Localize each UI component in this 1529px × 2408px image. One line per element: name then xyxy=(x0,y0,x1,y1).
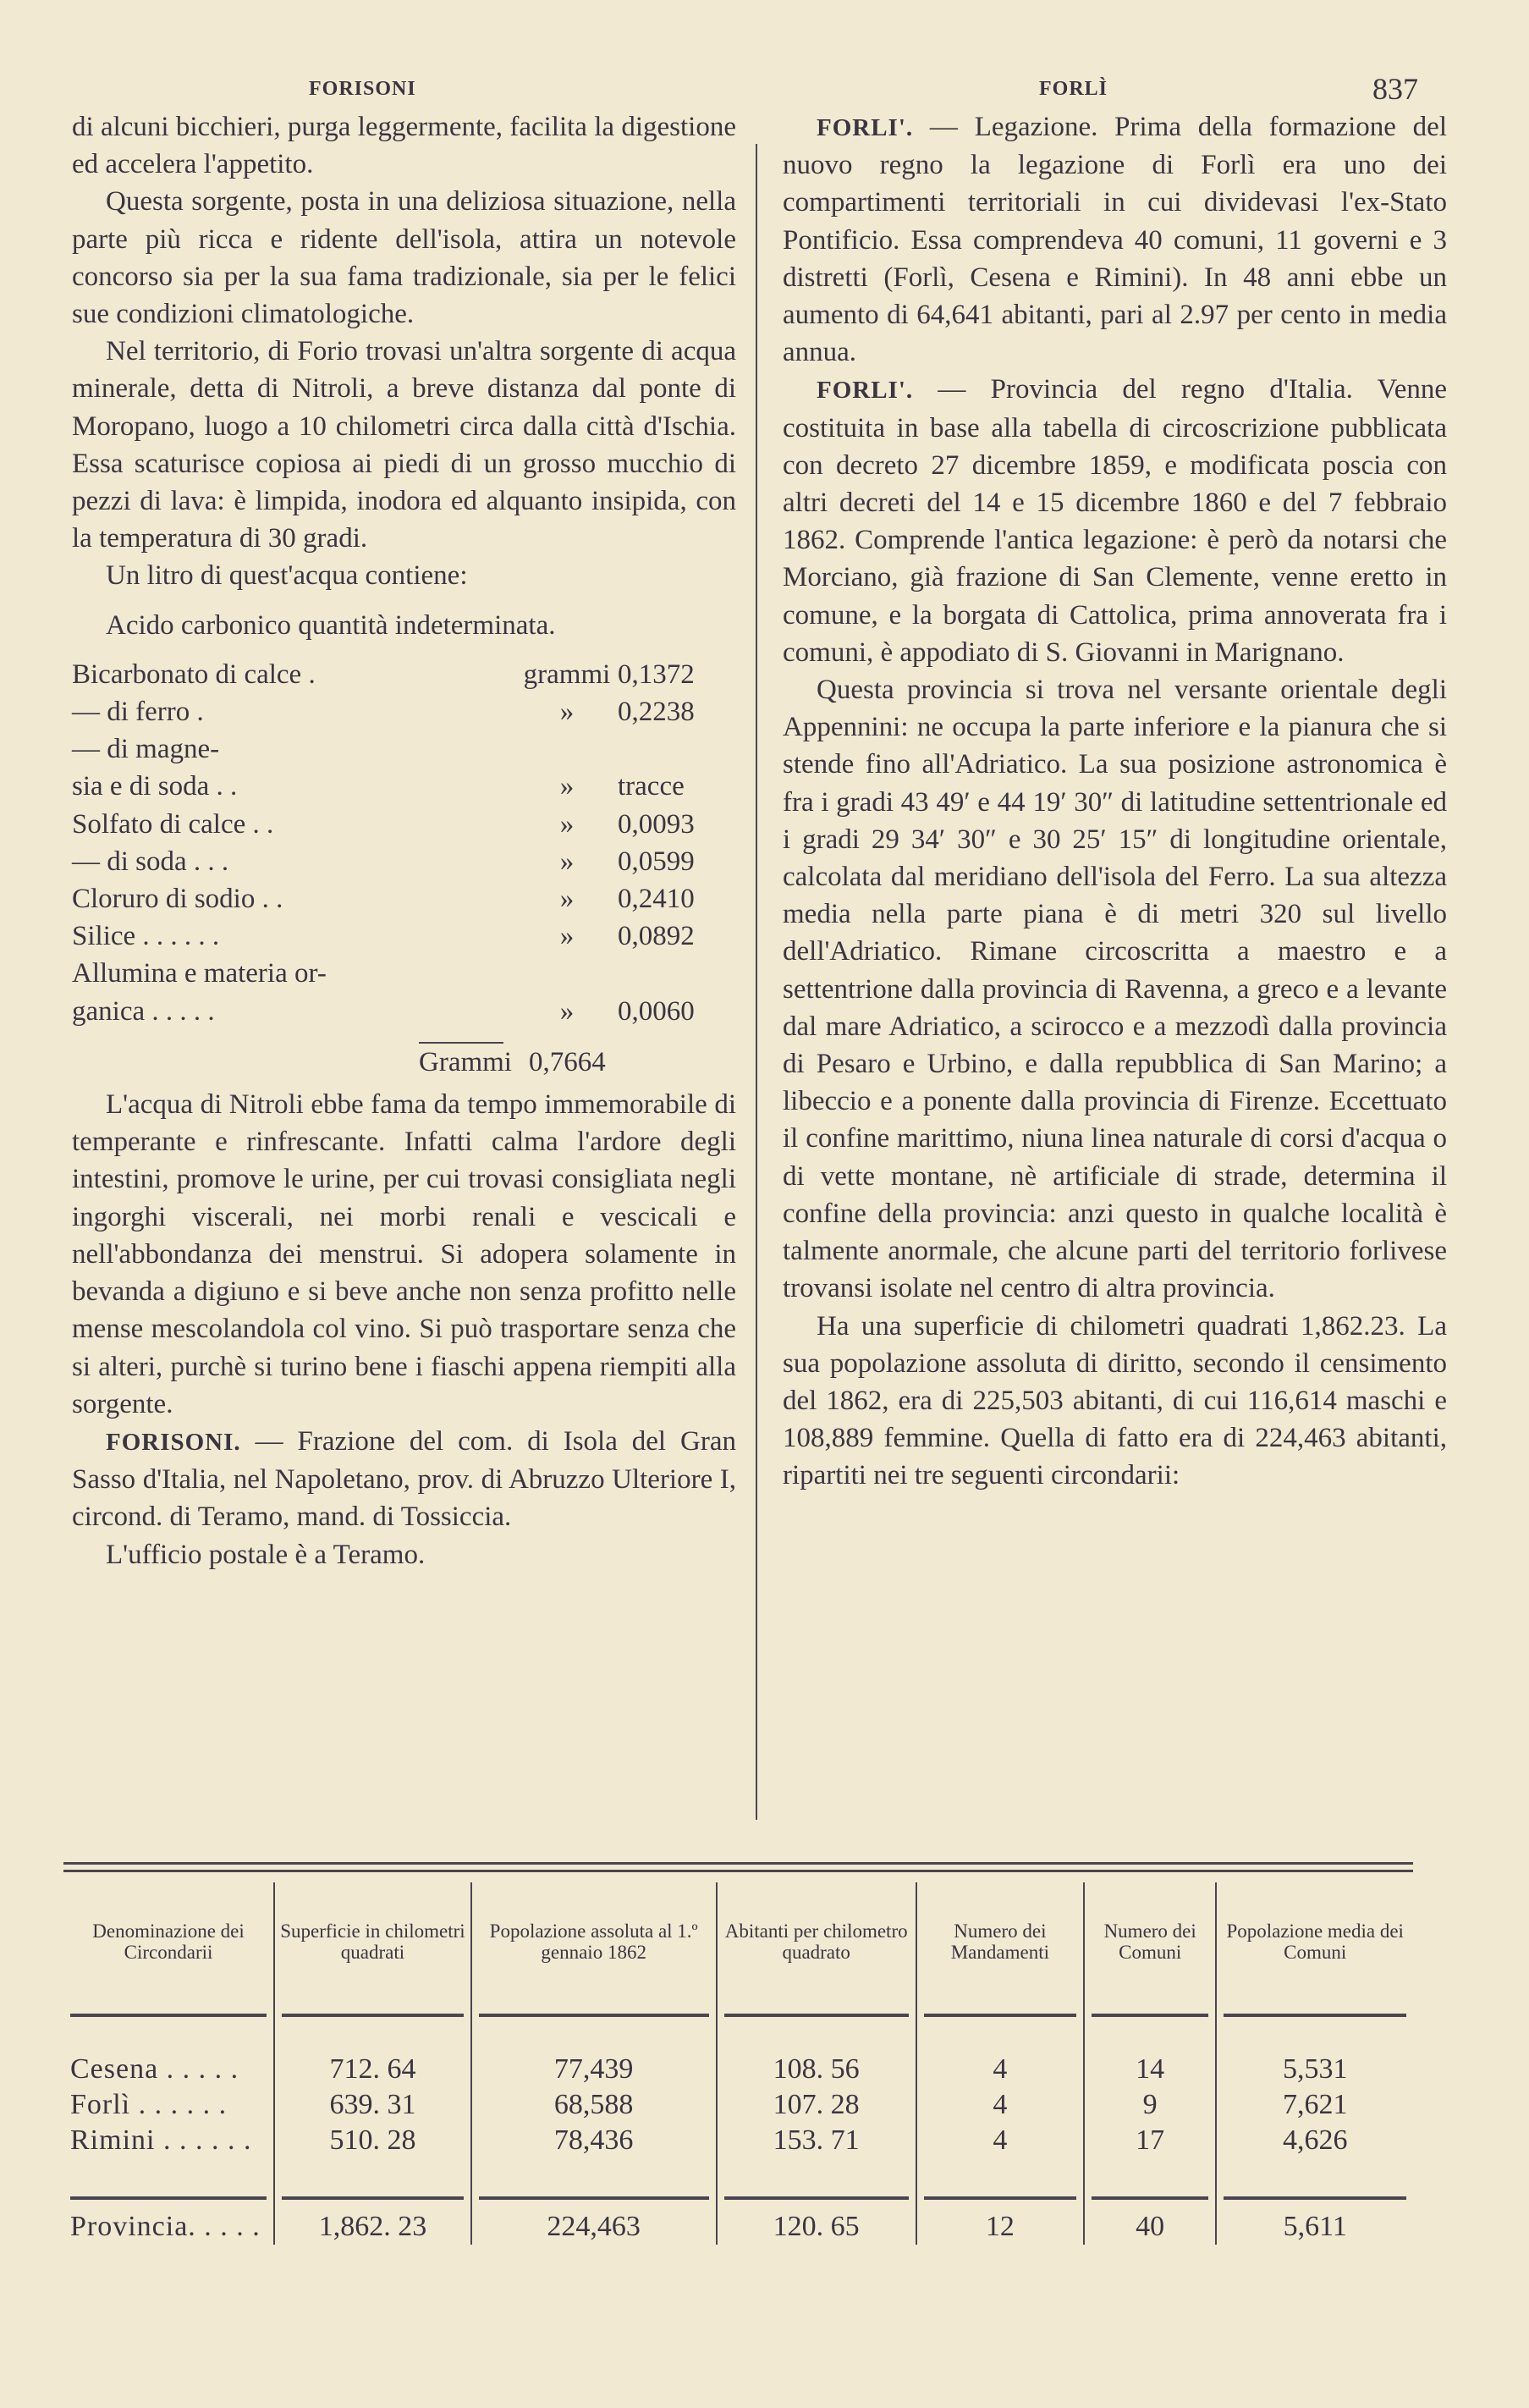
mineral-name: sia e di soda . . xyxy=(72,771,238,802)
mineral-unit: » xyxy=(559,697,575,728)
mineral-name: Allumina e materia or- xyxy=(72,958,327,989)
mineral-value: 0,1372 xyxy=(618,658,695,690)
page-number: 837 xyxy=(1372,72,1418,106)
total-row xyxy=(419,1044,736,1081)
column-header: Popolazione media dei Comuni xyxy=(1216,1882,1413,2001)
column-divider xyxy=(756,144,757,1820)
mineral-table xyxy=(72,656,736,1030)
mineral-value: 0,0093 xyxy=(618,808,695,840)
cell: 4 xyxy=(916,2087,1084,2123)
cell: 7,621 xyxy=(1216,2087,1413,2123)
mineral-unit: » xyxy=(559,771,575,802)
entry-forli-legazione xyxy=(783,108,1447,371)
column-header: Superficie in chilometri quadrati xyxy=(274,1882,471,2001)
column-header: Numero dei Mandamenti xyxy=(916,1882,1084,2001)
cell: 12 xyxy=(916,2209,1084,2245)
mineral-row xyxy=(72,768,736,805)
cell: Rimini . . . . . . xyxy=(70,2124,252,2156)
cell: 4,626 xyxy=(1216,2123,1413,2158)
mineral-value xyxy=(618,955,736,992)
table-row xyxy=(63,2087,1413,2123)
mineral-row xyxy=(72,656,736,693)
spacer-row xyxy=(63,2158,1413,2184)
mineral-name: Solfato di calce . . xyxy=(72,808,274,840)
mineral-unit: » xyxy=(559,921,575,952)
cell: 120. 65 xyxy=(717,2209,916,2245)
cell: 5,531 xyxy=(1216,2052,1413,2087)
mineral-name: — di soda . . . xyxy=(72,846,229,877)
circondarii-table-wrap xyxy=(63,1862,1413,2245)
entry-text: — Frazione del com. di Isola del Gran Sasso d'Italia, nel Napoletano, prov. di Abruzzo Ulteriore I, circond. di Teramo, mand. di Tossiccia. xyxy=(72,1425,736,1533)
mineral-row xyxy=(72,693,736,730)
cell: 712. 64 xyxy=(274,2052,471,2087)
mineral-value: tracce xyxy=(618,771,685,802)
mineral-row xyxy=(72,955,736,992)
paragraph: L'acqua di Nitroli ebbe fama da tempo immemorabile di temperante e rinfrescante. Infatti calma l'ardore degli intestini, promove le urine, per cui trovasi consigliata negli ingorghi viscerali, nei morbi renali e vescicali e nell'abbondanza dei menstrui. Si adopera solamente in bevanda a digiuno e si beve anche non senza profitto nelle mense mescolandola col vino. Si può trasportare senza che si alteri, purchè si turino bene i fiaschi appena riempiti alla sorgente. xyxy=(72,1089,736,1419)
entry-forisoni xyxy=(72,1423,736,1536)
mineral-row xyxy=(72,806,736,843)
mineral-row xyxy=(72,917,736,955)
cell: Provincia. . . . . xyxy=(70,2211,261,2242)
cell: 5,611 xyxy=(1216,2209,1413,2245)
running-header-left: FORISONI xyxy=(309,78,416,100)
cell: 78,436 xyxy=(471,2123,717,2158)
column-header: Denominazione dei Circondarii xyxy=(92,1920,245,1963)
cell: 9 xyxy=(1084,2087,1216,2123)
cell: Forlì . . . . . . xyxy=(70,2089,228,2120)
mineral-unit: » xyxy=(559,808,575,840)
cell: 4 xyxy=(916,2123,1084,2158)
paragraph: Questa sorgente, posta in una deliziosa situazione, nella parte più ricca e ridente dell'isola, attira un notevole concorso sia per la sua fama tradizionale, sia per le felici sue condizioni climatologiche. xyxy=(72,186,736,330)
total-row xyxy=(63,2209,1413,2245)
table-row xyxy=(63,2123,1413,2158)
entry-head: FORISONI. xyxy=(106,1428,241,1456)
right-column xyxy=(783,108,1447,1495)
mineral-row xyxy=(72,880,736,917)
mineral-value: 0,2238 xyxy=(618,697,695,728)
entry-text: — Provincia del regno d'Italia. Venne costituita in base alla tabella di circoscrizione pubblicata con decreto 27 dicembre 1859, e modificata poscia con altri decreti del 14 e 15 dicembre 1860 e del 7 febbraio 1862. Comprende l'antica legazione: è però da notarsi che Morciano, già frazione di San Clemente, venne eretto in comune, e la borgata di Cattolica, prima annoverata fra i comuni, è appodiato di S. Giovanni in Marignano. xyxy=(783,374,1447,668)
column-header: Abitanti per chilometro quadrato xyxy=(717,1882,916,2001)
rule-row xyxy=(63,2001,1413,2026)
cell: 107. 28 xyxy=(717,2087,916,2123)
entry-text: — Legazione. Prima della formazione del nuovo regno la legazione di Forlì era uno dei compartimenti territoriali in cui dividevasi l'ex-Stato Pontificio. Essa comprendeva 40 comuni, 11 governi e 3 distretti (Forlì, Cesena e Rimini). In 48 anni ebbe un aumento di 64,641 abitanti, pari al 2.97 per cento in media annua. xyxy=(783,112,1447,368)
mineral-value: 0,0892 xyxy=(618,921,695,952)
paragraph: Nel territorio, di Forio trovasi un'altra sorgente di acqua minerale, detta di Nitroli, a breve distanza dal ponte di Moropano, luogo a 10 chilometri circa dalla città d'Ischia. Essa scaturisce copiosa ai piedi di un grosso mucchio di pezzi di lava: è limpida, inodora ed alquanto insipida, con la temperatura di 30 gradi. xyxy=(72,336,736,554)
cell: 153. 71 xyxy=(717,2123,916,2158)
paragraph: L'ufficio postale è a Teramo. xyxy=(106,1539,426,1570)
paragraph: Ha una superficie di chilometri quadrati 1,862.23. La sua popolazione assoluta di diritto, secondo il censimento del 1862, era di 225,503 abitanti, di cui 116,614 maschi e 108,889 femmine. Quella di fatto era di 224,463 abitanti, ripartiti nei tre seguenti circondarii: xyxy=(783,1310,1447,1491)
mineral-name: Silice . . . . . . xyxy=(72,921,220,952)
cell: 68,588 xyxy=(471,2087,717,2123)
cell: 17 xyxy=(1084,2123,1216,2158)
cell: 14 xyxy=(1084,2052,1216,2087)
entry-head: FORLI'. xyxy=(817,114,914,141)
cell: 224,463 xyxy=(471,2209,717,2245)
paragraph: Un litro di quest'acqua contiene: xyxy=(106,560,468,592)
paragraph: Questa provincia si trova nel versante orientale degli Appennini: ne occupa la parte inferiore e la pianura che si stende fino all'Adriatico. La sua posizione astronomica è fra i gradi 43 49′ e 44 19′ 30″ di latitudine settentrionale ed i gradi 29 34′ 30″ e 30 25′ 15″ di longitudine orientale, calcolata dal meridiano dell'isola del Ferro. La sua altezza media nella parte piana è di metri 320 sul livello dell'Adriatico. Rimane circoscritta a maestro e a settentrione dalla provincia di Ravenna, a greco e a levante dal mare Adriatico, a scirocco e a mezzodì dalla provincia di Pesaro e Urbino, e dalla repubblica di San Marino; a libeccio e a ponente dalla provincia di Firenze. Eccettuato il confine marittimo, niuna linea naturale di corsi d'acqua o di vette montane, nè artificiale di strade, determina il confine della provincia: anzi questo in qualche località è talmente anormale, che alcune parti del territorio forlivese trovansi isolate nel centro di altra provincia. xyxy=(783,675,1447,1304)
cell: 40 xyxy=(1084,2209,1216,2245)
cell: 510. 28 xyxy=(274,2123,471,2158)
cell: Cesena . . . . . xyxy=(70,2053,239,2085)
rule-row xyxy=(63,2184,1413,2209)
cell: 639. 31 xyxy=(274,2087,471,2123)
mineral-value: 0,2410 xyxy=(618,884,695,915)
running-header-right: FORLÌ xyxy=(1039,78,1108,100)
circondarii-table xyxy=(63,1882,1413,2245)
mineral-unit xyxy=(516,955,618,992)
entry-forli-provincia xyxy=(783,371,1447,671)
mineral-row xyxy=(72,993,736,1030)
mineral-name: — di magne- xyxy=(72,734,220,765)
total-value: 0,7664 xyxy=(528,1046,606,1077)
paragraph: Acido carbonico quantità indeterminata. xyxy=(106,609,556,641)
total-label: Grammi xyxy=(419,1046,512,1077)
mineral-unit xyxy=(516,730,618,768)
mineral-value: 0,0599 xyxy=(618,846,695,877)
paragraph: di alcuni bicchieri, purga leggermente, facilita la digestione ed accelera l'appetito. xyxy=(72,112,736,180)
mineral-value xyxy=(618,730,736,768)
mineral-row xyxy=(72,843,736,880)
spacer-row xyxy=(63,2026,1413,2052)
mineral-name: — di ferro . xyxy=(72,697,204,728)
mineral-value: 0,0060 xyxy=(618,995,695,1027)
cell: 77,439 xyxy=(471,2052,717,2087)
mineral-name: ganica . . . . . xyxy=(72,995,215,1027)
cell: 1,862. 23 xyxy=(274,2209,471,2245)
mineral-unit: » xyxy=(559,995,575,1027)
mineral-unit: » xyxy=(559,846,575,877)
double-rule xyxy=(63,1862,1413,1872)
entry-head: FORLI'. xyxy=(817,377,914,405)
cell: 4 xyxy=(916,2052,1084,2087)
table-row xyxy=(63,2052,1413,2087)
mineral-name: Bicarbonato di calce . xyxy=(72,658,316,690)
mineral-name: Cloruro di sodio . . xyxy=(72,884,283,915)
left-column xyxy=(72,108,736,1573)
mineral-row xyxy=(72,730,736,768)
column-header: Numero dei Comuni xyxy=(1084,1882,1216,2001)
mineral-unit: grammi xyxy=(523,658,611,690)
cell: 108. 56 xyxy=(717,2052,916,2087)
column-header: Popolazione assoluta al 1.º gennaio 1862 xyxy=(471,1882,717,2001)
mineral-unit: » xyxy=(559,884,575,915)
